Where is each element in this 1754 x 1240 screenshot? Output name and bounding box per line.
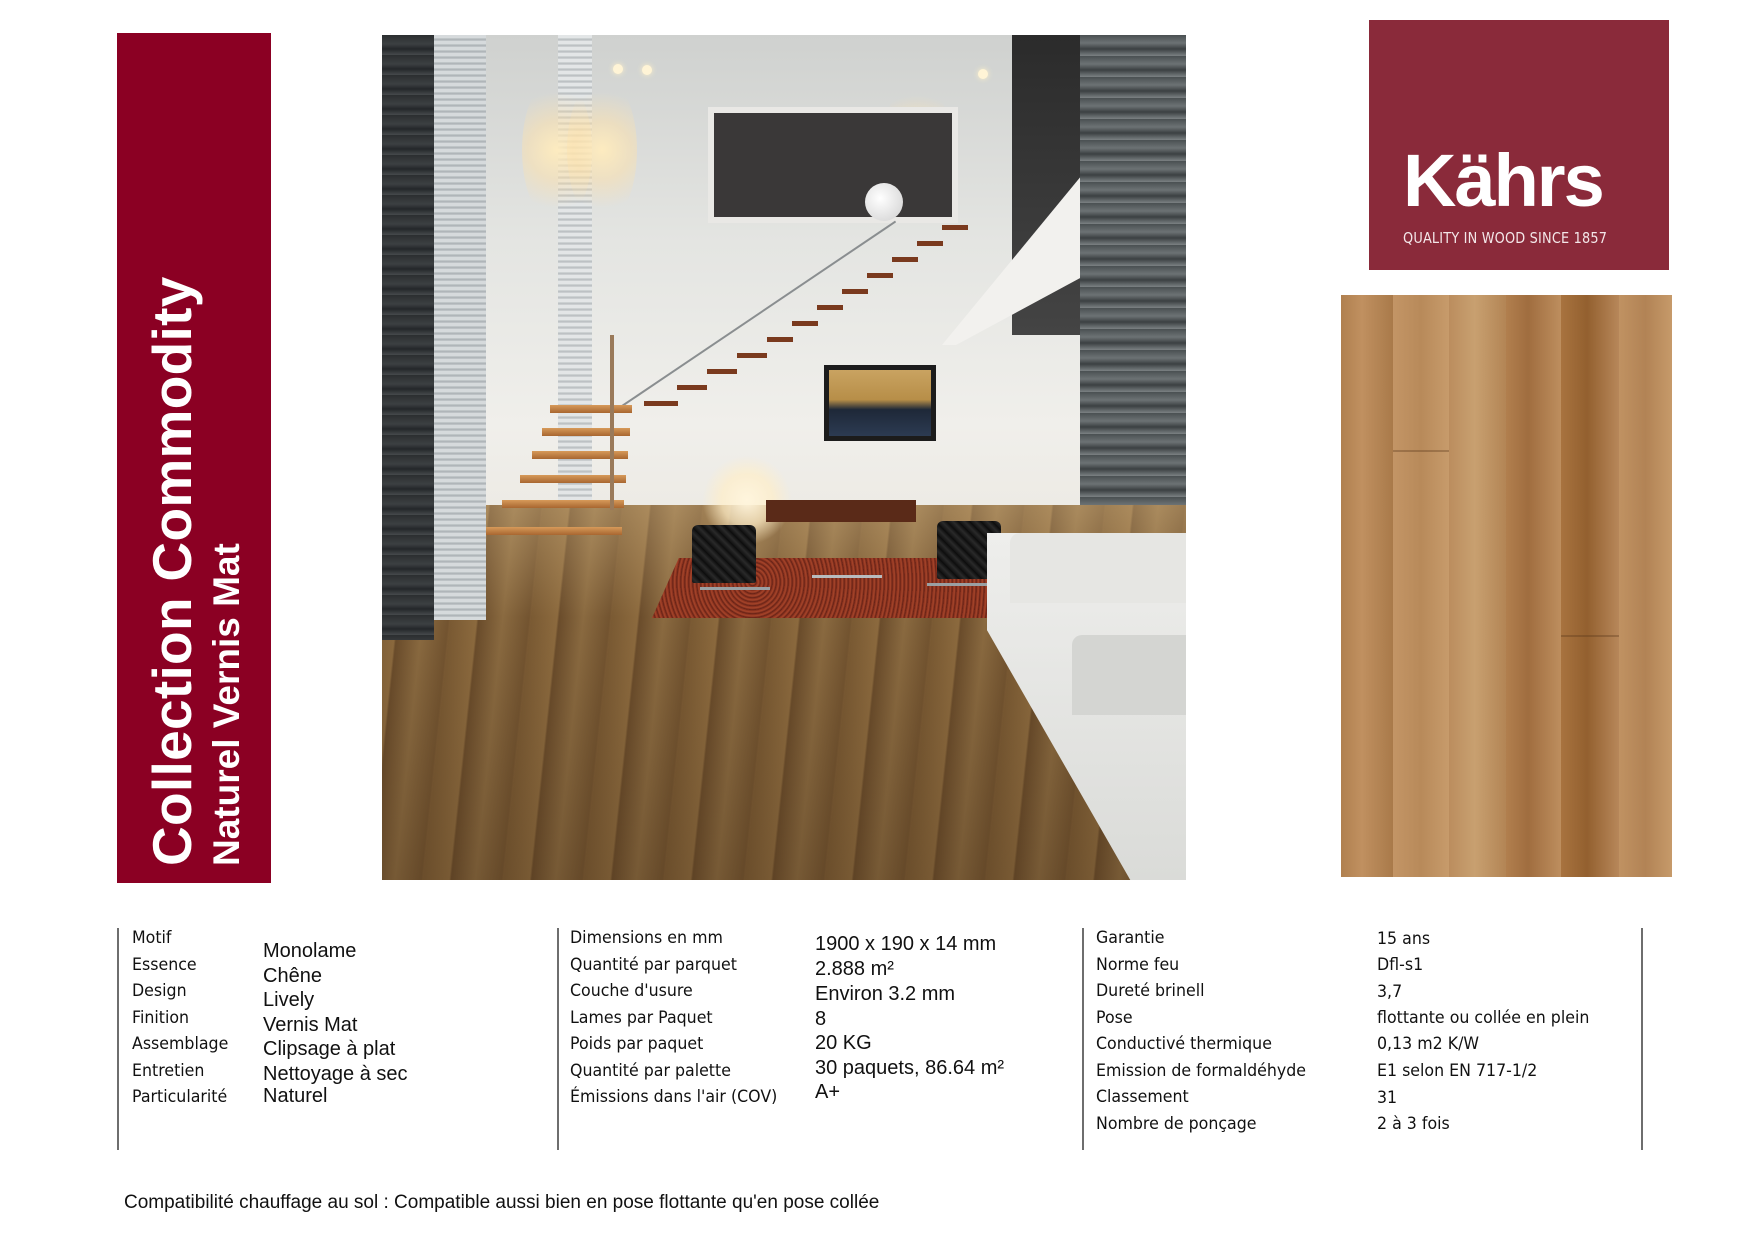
spec-value: 2 à 3 fois [1377,1113,1450,1134]
photo-sideboard [766,500,916,522]
photo-stair-step [842,289,868,294]
photo-spotlight [642,65,652,75]
spec-label: Émissions dans l'air (COV) [570,1087,778,1107]
photo-stair-post [610,335,614,510]
photo-chair-frame [700,587,770,590]
spec-label: Motif [132,928,172,948]
photo-spotlight [613,64,623,74]
kahrs-logo [1369,20,1669,270]
spec-column-dimensions [557,928,1084,1150]
spec-label: Norme feu [1096,954,1180,975]
wood-plank [1619,295,1672,877]
spec-label: Pose [1096,1007,1133,1028]
spec-label: Finition [132,1007,190,1028]
spec-label: Emission de formaldéhyde [1096,1060,1307,1081]
spec-value: 31 [1377,1088,1398,1108]
wood-sample [1341,295,1672,877]
photo-stair-step [644,401,678,406]
photo-stair-tread [502,500,624,508]
spec-label: Couche d'usure [570,981,693,1001]
wood-plank [1561,295,1619,877]
logo-wordmark: Kährs [1403,139,1603,222]
photo-stair-step [892,257,918,262]
spec-value: 2.888 m² [815,957,894,980]
spec-label: Dimensions en mm [570,928,723,948]
photo-stair-tread [478,527,622,535]
wood-plank [1449,295,1506,877]
spec-value: Clipsage à plat [263,1038,396,1060]
photo-chair-frame [927,583,997,586]
spec-value: Dfl-s1 [1377,954,1424,975]
spec-column-performance [1082,928,1643,1150]
wood-plank [1393,295,1449,877]
spec-value: 8 [815,1007,827,1030]
spec-label: Poids par paquet [570,1034,704,1054]
wood-joint [1561,635,1619,637]
spec-value: Naturel [263,1085,328,1107]
spec-value: Chêne [263,964,322,987]
photo-stair-step [707,369,737,374]
spec-label: Lames par Paquet [570,1007,713,1028]
photo-sofa-seat [1072,635,1186,715]
wood-plank [1341,295,1393,877]
spec-value: 15 ans [1377,929,1431,949]
spec-label: Dureté brinell [1096,981,1205,1001]
interior-photo [382,35,1186,880]
photo-spotlight [978,69,988,79]
finish-subtitle: Naturel Vernis Mat [206,543,247,866]
photo-stair-step [942,225,968,230]
collection-title: Collection Commodity [141,276,203,866]
spec-label: Garantie [1096,928,1165,948]
photo-painting-canvas [829,370,931,436]
photo-painting [824,365,936,441]
spec-label: Nombre de ponçage [1096,1113,1257,1134]
photo-stair-step [677,385,707,390]
spec-value: Monolame [263,940,357,962]
spec-value: Environ 3.2 mm [815,983,956,1005]
photo-globe-lamp [865,183,903,221]
spec-value: Nettoyage à sec [263,1062,408,1085]
photo-stair-step [737,353,767,358]
photo-stone-column-right [1080,35,1186,535]
spec-value: A+ [815,1081,841,1103]
photo-stone-wall-left [382,35,434,640]
spec-value: 20 KG [815,1032,872,1054]
spec-value: 3,7 [1377,982,1403,1002]
spec-label: Assemblage [132,1034,229,1054]
spec-label: Particularité [132,1087,228,1107]
spec-value: 30 paquets, 86.64 m² [815,1056,1005,1079]
spec-label: Entretien [132,1060,205,1081]
spec-value: 0,13 m2 K/W [1377,1034,1480,1054]
spec-value: 1900 x 190 x 14 mm [815,933,997,955]
photo-stair-step [767,337,793,342]
photo-stair-step [917,241,943,246]
photo-window-blinds [434,35,486,620]
spec-column-product [117,928,559,1150]
photo-stair-step [817,305,843,310]
spec-value: E1 selon EN 717-1/2 [1377,1060,1538,1081]
logo-tagline: QUALITY IN WOOD SINCE 1857 [1403,229,1608,247]
photo-sofa-back [1010,533,1186,603]
wood-plank [1506,295,1561,877]
spec-label: Conductivé thermique [1096,1034,1272,1054]
spec-label: Essence [132,954,197,975]
photo-stair-tread [542,428,630,436]
spec-value: flottante ou collée en plein [1377,1007,1590,1028]
collection-banner [117,33,271,883]
spec-value: Lively [263,989,315,1011]
spec-value: Vernis Mat [263,1013,358,1036]
underfloor-heating-note: Compatibilité chauffage au sol : Compatible aussi bien en pose flottante qu'en pose collée [124,1192,880,1213]
photo-stair-step [792,321,818,326]
photo-lounge-chair [692,525,756,583]
photo-side-table [812,575,882,578]
photo-stair-step [867,273,893,278]
wood-joint [1393,450,1449,452]
photo-stair-tread [550,405,632,413]
spec-label: Design [132,981,187,1001]
spec-label: Classement [1096,1087,1189,1107]
photo-wall-light [567,75,637,225]
photo-niche [708,107,958,223]
spec-label: Quantité par palette [570,1060,731,1081]
spec-label: Quantité par parquet [570,954,737,975]
